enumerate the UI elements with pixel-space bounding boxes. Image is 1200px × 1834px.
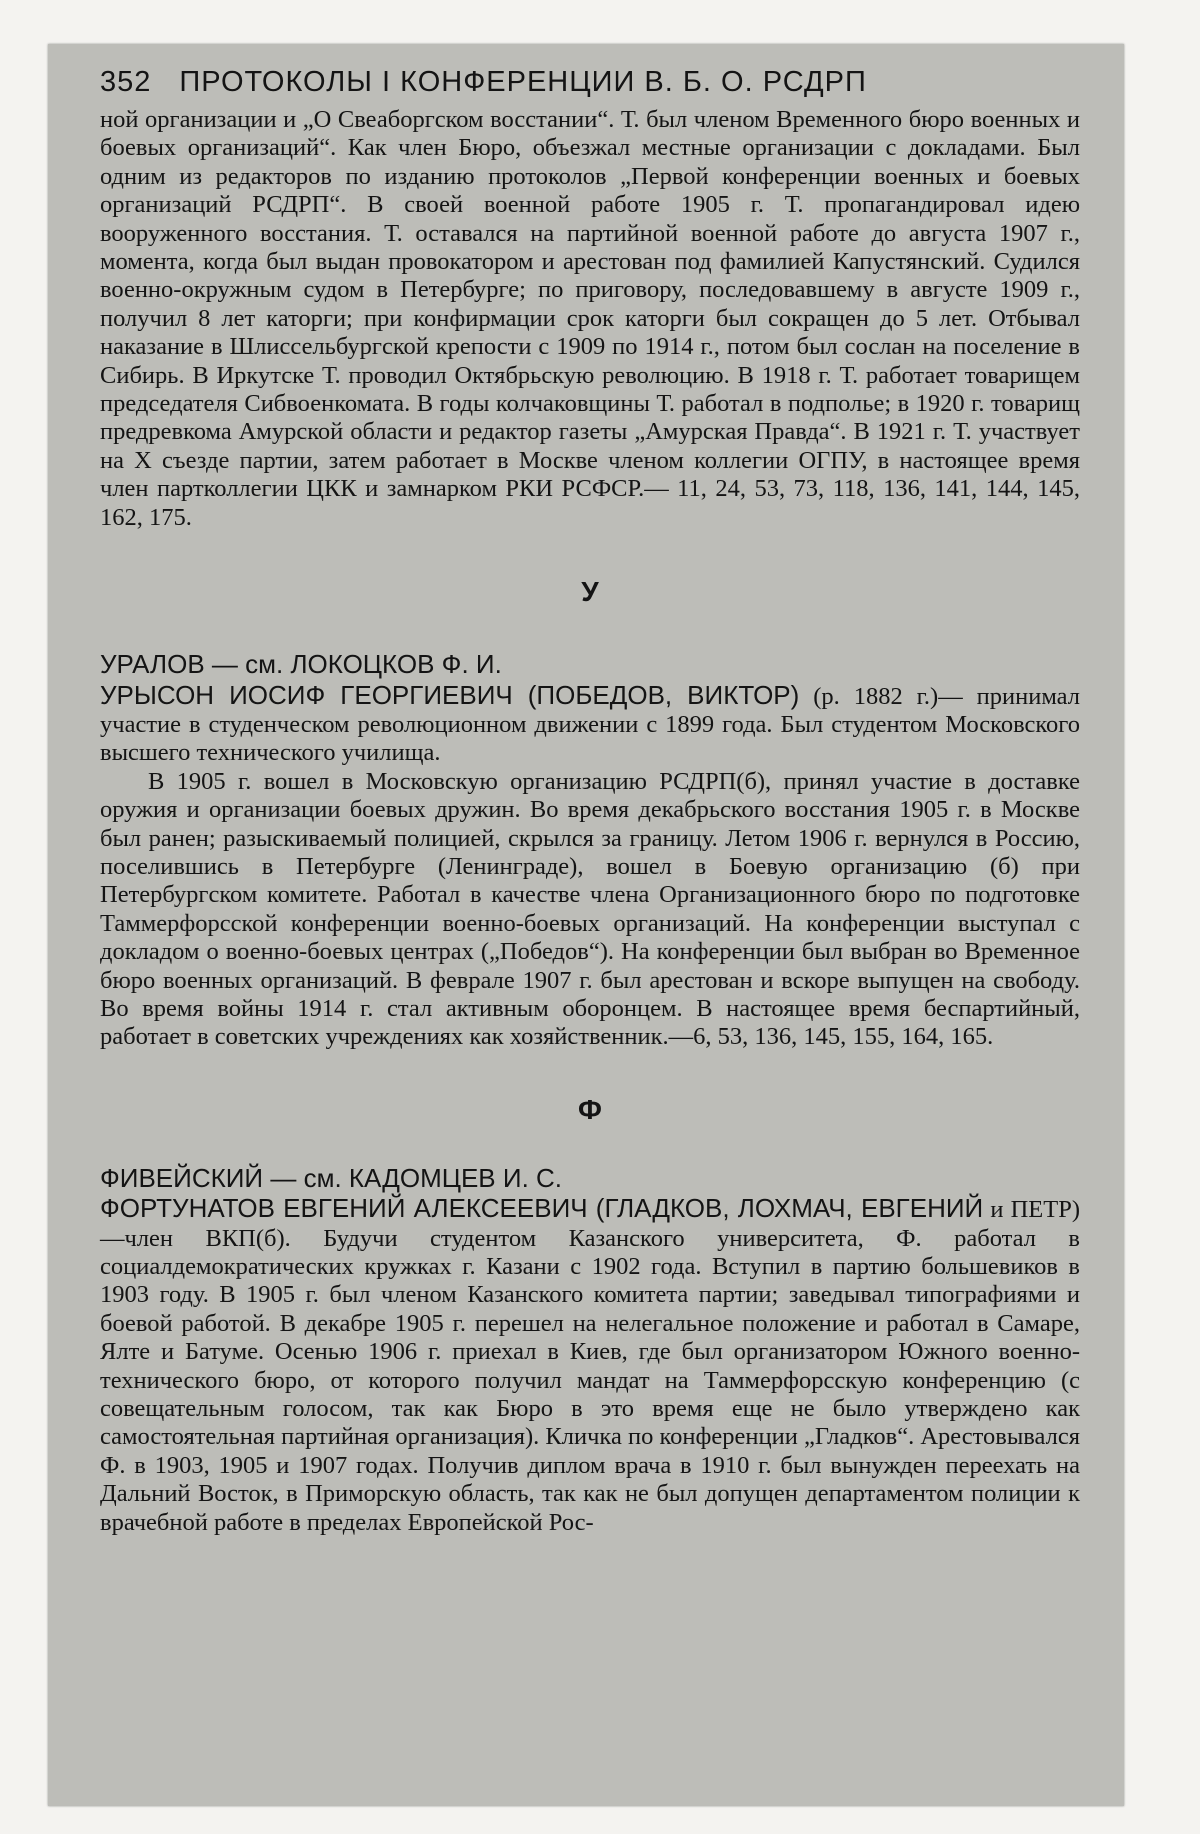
- page-content: [100, 58, 1080, 1537]
- entry-uryson-paragraph: В 1905 г. вошел в Московскую организацию РСДРП(б), принял участие в доставке оружия и организации боевых дружин. Во время декабрьского восстания 1905 г. в Москве был ранен; разыскиваемый полицией, скрылся за границу. Летом 1906 г. вернулся в Россию, поселившись в Петербурге (Ленинграде), вошел в Боевую организацию (б) при Петербургском комитете. Работал в качестве члена Организационного бюро по подготовке Таммерфорсской конференции военно-боевых организаций. На конференции выступал с докладом о военно-боевых центрах („Победов“). На конференции был выбран во Временное бюро военных организаций. В феврале 1907 г. был арестован и вскоре выпущен на свободу. Во время войны 1914 г. стал активным оборонцем. В настоящее время беспартийный, работает в советских учреждениях как хозяйственник.—6, 53, 136, 145, 155, 164, 165.: [100, 767, 1080, 1051]
- entry-name-uryson: УРЫСОН ИОСИФ ГЕОРГИЕВИЧ (ПОБЕДОВ, ВИКТОР): [100, 679, 800, 710]
- cross-reference-fiveisky: [100, 1164, 1080, 1194]
- entry-name-fortunatov: ФОРТУНАТОВ ЕВГЕНИЙ АЛЕКСЕЕВИЧ (ГЛАДКОВ, ЛОХМАЧ, ЕВГЕНИЙ: [100, 1193, 984, 1224]
- running-header: [100, 58, 1080, 106]
- entry-continuation-text: ной организации и „О Свеаборгском восстании“. Т. был членом Временного бюро военных и боевых организаций“. Как член Бюро, объезжал местные организации с докладами. Был одним из редакторов по изданию протоколов „Первой конференции военных и боевых организаций РСДРП“. В своей военной работе 1905 г. Т. пропагандировал идею вооруженного восстания. Т. оставался на партийной военной работе до августа 1907 г., момента, когда был выдан провокатором и арестован под фамилией Капустянский. Судился военно-окружным судом в Петербурге; по приговору, последовавшему в августе 1909 г., получил 8 лет каторги; при конфирмации срок каторги был сокращен до 5 лет. Отбывал наказание в Шлиссельбургской крепости с 1909 по 1914 г., потом был сослан на поселение в Сибирь. В Иркутске Т. проводил Октябрьскую революцию. В 1918 г. Т. работает товарищем председателя Сибвоенкомата. В годы колчаковщины Т. работал в подполье; в 1920 г. товарищ предревкома Амурской области и редактор газеты „Амурская Правда“. В 1921 г. Т. участвует на X съезде партии, затем работает в Москве членом коллегии ОГПУ, в настоящее время член партколлегии ЦКК и замнарком РКИ РСФСР.— 11, 24, 53, 73, 118, 136, 141, 144, 145, 162, 175.: [100, 106, 1080, 531]
- entry-fortunatov-text: и ПЕТР)—член ВКП(б). Будучи студентом Казанского университета, Ф. работал в социалдемократических кружках г. Казани с 1902 года. Вступил в партию большевиков в 1903 году. В 1905 г. был членом Казанского комитета партии; заведывал типографиями и боевой работой. В декабре 1905 г. перешел на нелегальное положение и работал в Самаре, Ялте и Батуме. Осенью 1906 г. приехал в Киев, где был организатором Южного военно-технического бюро, от которого получил мандат на Таммерфорсскую конференцию (с совещательным голосом, так как Бюро в это время еще не было утверждено как самостоятельная партийная организация). Кличка по конференции „Гладков“. Арестовывался Ф. в 1903, 1905 и 1907 годах. Получив диплом врача в 1910 г. был вынужден переехать на Дальний Восток, в Приморскую область, так как не был допущен департаментом полиции к врачебной работе в пределах Европейской Рос-: [100, 1196, 1080, 1536]
- section-letter-f: Ф: [578, 1093, 602, 1125]
- page-number: 352: [100, 66, 152, 98]
- entry-uryson-lead: (р. 1882 г.)— принимал участие в студенческом революционном движении с 1899 года. Был студентом Московского высшего технического училища.: [100, 682, 1080, 767]
- cross-reference-uralov: [100, 650, 1080, 680]
- section-letter-u: У: [581, 576, 599, 608]
- running-title: ПРОТОКОЛЫ I КОНФЕРЕНЦИИ В. Б. О. РСДРП: [179, 66, 867, 98]
- book-page: [48, 44, 1124, 1806]
- cross-reference-text: — см. ЛОКОЦКОВ Ф. И.: [204, 649, 502, 680]
- entry-name-uralov: УРАЛОВ: [100, 649, 205, 680]
- entry-uryson: [100, 681, 1080, 768]
- entry-name-fiveisky: ФИВЕЙСКИЙ: [100, 1162, 264, 1193]
- cross-reference-text: — см. КАДОМЦЕВ И. С.: [263, 1162, 563, 1193]
- entry-fortunatov: [100, 1194, 1080, 1537]
